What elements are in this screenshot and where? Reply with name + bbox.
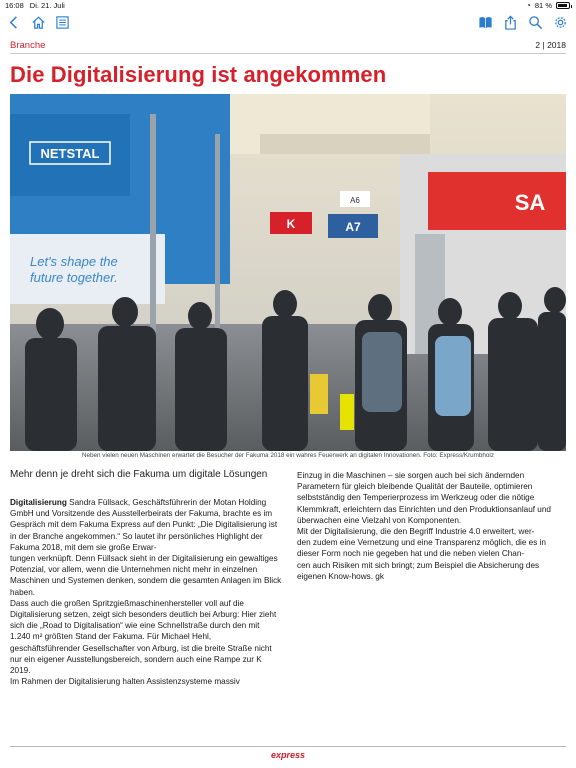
share-icon[interactable] [502,14,518,30]
article-subhead: Mehr denn je dreht sich die Fakuma um digitale Lösungen [10,469,268,480]
express-logo: express [270,750,306,760]
hall-a7-sign: A7 [345,220,361,234]
section-header [10,40,566,54]
photo-caption: Neben vielen neuen Maschinen erwartet die Besucher der Fakuma 2018 ein wahres Feuerwerk an digitalen Innovationen. Foto: Express/Krumbholz [82,452,494,459]
home-icon[interactable] [30,14,46,30]
wifi-icon: ◔ [526,1,531,10]
article-lead-word: Digitalisierung [10,498,67,507]
article-headline: Die Digitalisierung ist angekommen [10,62,387,87]
search-icon[interactable] [527,14,543,30]
thumbnails-icon[interactable] [54,14,70,30]
hall-a6-sign: A6 [350,196,360,205]
settings-gear-icon[interactable] [552,14,568,30]
battery-percent: 81 % [534,1,552,10]
reader-toolbar [0,12,576,34]
footer-divider [10,746,566,747]
status-date: Di. 21. Juli [29,1,65,10]
booth-slogan-line1: Let's shape the [30,254,118,269]
bookmarks-icon[interactable] [477,14,493,30]
issue-page-number: 2 | 2018 [535,40,566,50]
article-column-1 [10,497,282,687]
status-time: 16:08 [5,1,24,10]
article-column-2-text: Einzug in die Maschinen – sie sorgen auch bei sich ändernden Parametern für gleich bleibende Qualität der Bauteile, optimieren selbstständig den Temperierprozess im Werkzeug oder die nötige Klemmkraft, erleichtern das Einrichten und den Produktionsanlauf und überwachen eine Vielzahl von Komponenten. Mit der Digitalisierung, die den Begriff Industrie 4.0 erweitert, wer- den zudem eine Vernetzung und eine Transparenz möglich, die es in dieser Form noch nie gegeben hat und die neben vielen Chan- cen auch Risiken mit sich bringt; zum Beispiel die Absicherung des eigenen Know-hows. gk [297,471,551,581]
article-column-2 [297,470,566,582]
article-photo [10,94,566,451]
netstal-sign: NETSTAL [40,146,100,161]
battery-icon [556,2,570,9]
hall-k-sign: K [286,217,296,231]
battery-level [558,4,567,7]
back-chevron-icon[interactable] [6,14,22,30]
booth-slogan-line2: future together. [30,270,118,285]
status-bar [0,0,576,12]
article-column-1-text: Sandra Füllsack, Geschäftsführerin der Motan Holding GmbH und Vorsitzende des Ausstellerbeirats der Fakuma, brachte es im Gespräch mit dem Fakuma Express auf den Punkt: „Die Digitalisierung ist in der Branche angekommen.“ So lautet ihr persönliches Highlight der Fakuma 2018, mit dem sie große Erwar- tungen verknüpft. Denn Füllsack sieht in der Digitalisierung ein gewaltiges Potenzial, vor allem, wenn die Unternehmen nicht mehr in einzelnen Maschinen und Systemen denken, sondern die gesamten Anlagen im Blick haben. Dass auch die großen Spritzgießmaschinenhersteller voll auf die Digitalisierung setzen, zeigt sich besonders deutlich bei Arburg: Hier zieht sich die „Road to Digitalisation“ wie eine Schnellstraße durch den mit 1.240 m² größten Stand der Fakuma. Für Michael Hehl, geschäftsführender Gesellschafter von Arburg, ist die breite Straße nicht nur ein eigener Ausstellungsbereich, sondern auch eine Rampe zur K 2019. Im Rahmen der Digitalisierung halten Assistenzsysteme massiv [10,498,282,687]
booth-sa-sign: SA [514,190,546,215]
trade-fair-photo-illustration [10,94,566,451]
section-label: Branche [10,40,46,51]
